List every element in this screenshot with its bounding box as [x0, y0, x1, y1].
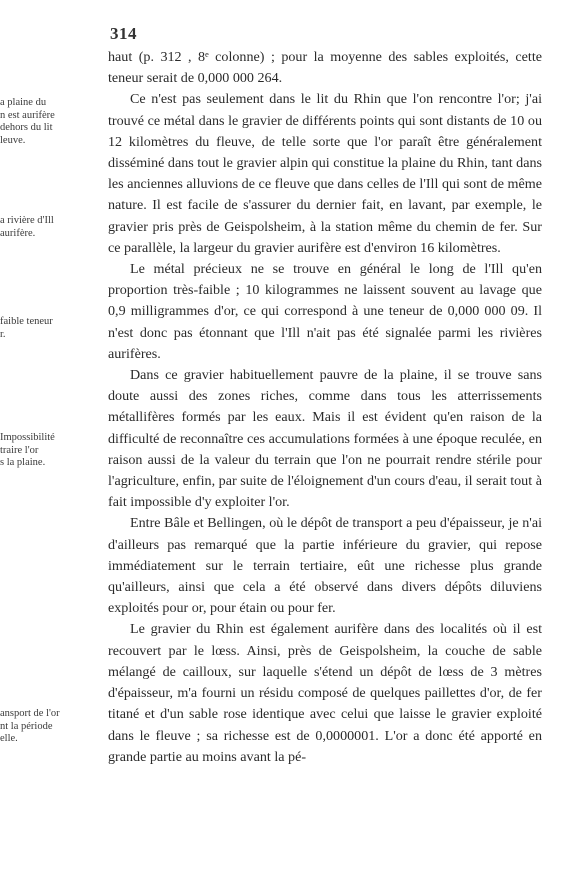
margin-note: faible teneur r.: [0, 316, 53, 340]
paragraph: Le gravier du Rhin est également aurifère dans des localités où il est recouvert par le lœss. Ainsi, près de Geispolsheim, la couche de sable mélangé de cailloux, sur laquelle s'étend un dépôt de lœss de 3 mètres d'épaisseur, m'a fourni un résidu composé de quelques paillettes d'or, de fer titané et d'un sable rose identique avec celui que laisse le gravier exploité dans le fleuve ; sa richesse est de 0,0000001. L'or a donc été apporté en grande partie au moins avant la pé-: [108, 621, 542, 765]
margin-note: ansport de l'or nt la période elle.: [0, 708, 60, 744]
body-text: [108, 47, 542, 768]
paragraph: Entre Bâle et Bellingen, où le dépôt de transport a peu d'épaisseur, je n'ai d'ailleurs pas remarqué que la partie inférieure du gravier, qui repose immédiatement sur le terrain tertiaire, eût une richesse plus grande qu'ailleurs, ainsi que cela a été observé dans divers dépôts diluviens exploités pour or, pour étain ou pour fer.: [108, 515, 542, 617]
paragraph: haut (p. 312 , 8ᵉ colonne) ; pour la moyenne des sables exploités, cette teneur serait de 0,000 000 264.: [108, 49, 542, 87]
margin-note: Impossibilité traire l'or s la plaine.: [0, 432, 55, 468]
margin-note: a plaine du n est aurifère dehors du lit leuve.: [0, 97, 55, 146]
paragraph: Le métal précieux ne se trouve en général le long de l'Ill qu'en proportion très-faible ; 10 kilogrammes ne laissent souvent au lavage que 0,9 milligrammes d'or, ce qui correspond à une teneur de 0,000 000 09. Il n'est donc pas étonnant que l'Ill n'ait pas été signalée parmi les rivières aurifères.: [108, 261, 542, 362]
page-number: 314: [110, 24, 137, 43]
paragraph: Ce n'est pas seulement dans le lit du Rhin que l'on rencontre l'or; j'ai trouvé ce métal dans le gravier de différents points qui sont distants de 10 ou 12 kilomètres du fleuve, de telle sorte que l'or paraît être généralement disséminé dans tout le gravier alpin qui constitue la plaine du Rhin, tant dans les anciennes alluvions de ce fleuve que dans celles de l'Ill qui sont de même nature. Il est facile de s'assurer du dernier fait, en lavant, par exemple, le gravier pris près de Geispolsheim, à la station même du chemin de fer. Sur ce parallèle, la largeur du gravier aurifère est d'environ 16 kilomètres.: [108, 91, 542, 256]
margin-note: a rivière d'Ill aurifère.: [0, 215, 54, 239]
paragraph: Dans ce gravier habituellement pauvre de la plaine, il se trouve sans doute aussi des zones riches, comme dans tous les atterrissements métallifères formés par les eaux. Mais il est évident qu'en raison de la difficulté de reconnaître ces accumulations formées à une époque reculée, en raison aussi de la valeur du terrain que l'on ne pourrait rendre stérile pour l'agriculture, enfin, par suite de l'éloignement d'un cours d'eau, il serait tout à fait impossible d'y exploiter l'or.: [108, 367, 542, 511]
